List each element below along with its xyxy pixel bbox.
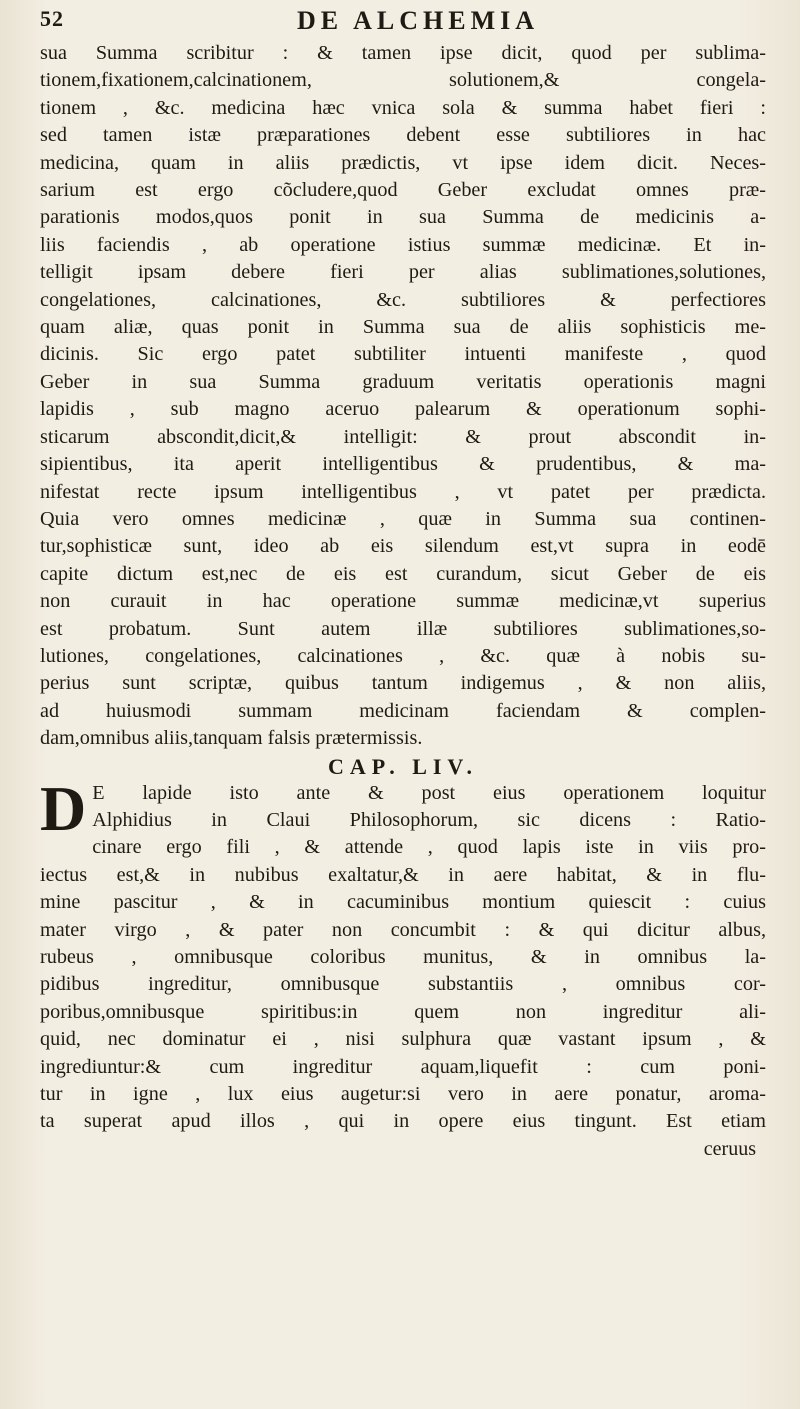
text-line: dicinis. Sic ergo patet subtiliter intuenti manifeste , quod (40, 343, 766, 366)
text-line: sua Summa scribitur : & tamen ipse dicit, quod per sublima- (40, 42, 766, 64)
text-line: telligit ipsam debere fieri per alias sublimationes,solutiones, (40, 261, 766, 284)
text-line: est probatum. Sunt autem illæ subtiliores sublimationes,so- (40, 617, 766, 640)
text-line: quam aliæ, quas ponit in Summa sua de aliis sophisticis me- (40, 316, 766, 339)
text-line: liis faciendis , ab operatione istius summæ medicinæ. Et in- (40, 233, 766, 256)
text-line: non curauit in hac operatione summæ medicinæ,vt superius (40, 590, 766, 613)
running-head (40, 6, 766, 40)
main-text (40, 40, 766, 753)
text-line: iectus est,& in nubibus exaltatur,& in aere habitat, & in flu- (40, 863, 766, 886)
chapter-text (40, 772, 766, 1136)
text-line: ta superat apud illos , qui in opere eius tingunt. Est etiam (40, 1110, 766, 1133)
text-line: congelationes, calcinationes, &c. subtiliores & perfectiores (40, 288, 766, 311)
text-line: sticarum abscondit,dicit,& intelligit: & prout abscondit in- (40, 425, 766, 448)
text-line: tionem , &c. medicina hæc vnica sola & summa habet fieri : (40, 96, 766, 119)
catchword: ceruus (703, 1137, 756, 1160)
text-line: E lapide isto ante & post eius operationem loquitur (92, 781, 766, 804)
text-line: parationis modos,quos ponit in sua Summa de medicinis a- (40, 206, 766, 229)
text-line: perius sunt scriptæ, quibus tantum indigemus , & non aliis, (40, 672, 766, 695)
text-line: quid, nec dominatur ei , nisi sulphura quæ vastant ipsum , & (40, 1028, 766, 1051)
text-line: Geber in sua Summa graduum veritatis operationis magni (40, 370, 766, 393)
text-line: Quia vero omnes medicinæ , quæ in Summa sua continen- (40, 507, 766, 530)
text-line: sarium est ergo cõcludere,quod Geber excludat omnes præ- (40, 179, 766, 202)
text-line: pidibus ingreditur, omnibusque substantiis , omnibus cor- (40, 973, 766, 996)
text-line: poribus,omnibusque spiritibus:in quem non ingreditur ali- (40, 1000, 766, 1023)
text-line: medicina, quam in aliis prædictis, vt ipse idem dicit. Neces- (40, 151, 766, 174)
drop-cap: D (40, 772, 87, 844)
text-line: tionem,fixationem,calcinationem, solutionem,& congela- (40, 69, 766, 92)
text-line: nifestat recte ipsum intelligentibus , vt patet per prædicta. (40, 480, 766, 503)
text-line: mine pascitur , & in cacuminibus montium quiescit : cuius (40, 891, 766, 914)
text-line: tur,sophisticæ sunt, ideo ab eis silendum est,vt supra in eodē (40, 535, 766, 558)
text-line: sed tamen istæ præparationes debent esse subtiliores in hac (40, 124, 766, 147)
chapter-heading: CAP. LIV. (328, 753, 478, 779)
text-line: lapidis , sub magno aceruo palearum & operationum sophi- (40, 398, 766, 421)
text-line: capite dictum est,nec de eis est curandum, sicut Geber de eis (40, 562, 766, 585)
text-line: rubeus , omnibusque coloribus munitus, & in omnibus la- (40, 946, 766, 968)
text-line: Alphidius in Claui Philosophorum, sic dicens : Ratio- (92, 808, 766, 831)
text-line: mater virgo , & pater non concumbit : & qui dicitur albus, (40, 918, 766, 941)
text-line: dam,omnibus aliis,tanquam falsis prætermissis. (40, 727, 423, 750)
text-line: tur in igne , lux eius augetur:si vero in aere ponatur, aroma- (40, 1083, 766, 1106)
page-number: 52 (40, 6, 64, 31)
text-line: lutiones, congelationes, calcinationes , &c. quæ à nobis su- (40, 644, 766, 667)
text-line: cinare ergo fili , & attende , quod lapis iste in viis pro- (92, 836, 766, 859)
running-title: DE ALCHEMIA (296, 6, 540, 35)
text-line: sipientibus, ita aperit intelligentibus & prudentibus, & ma- (40, 453, 766, 476)
text-line: ingrediuntur:& cum ingreditur aquam,liquefit : cum poni- (40, 1055, 766, 1078)
text-line: ad huiusmodi summam medicinam faciendam & complen- (40, 699, 766, 722)
